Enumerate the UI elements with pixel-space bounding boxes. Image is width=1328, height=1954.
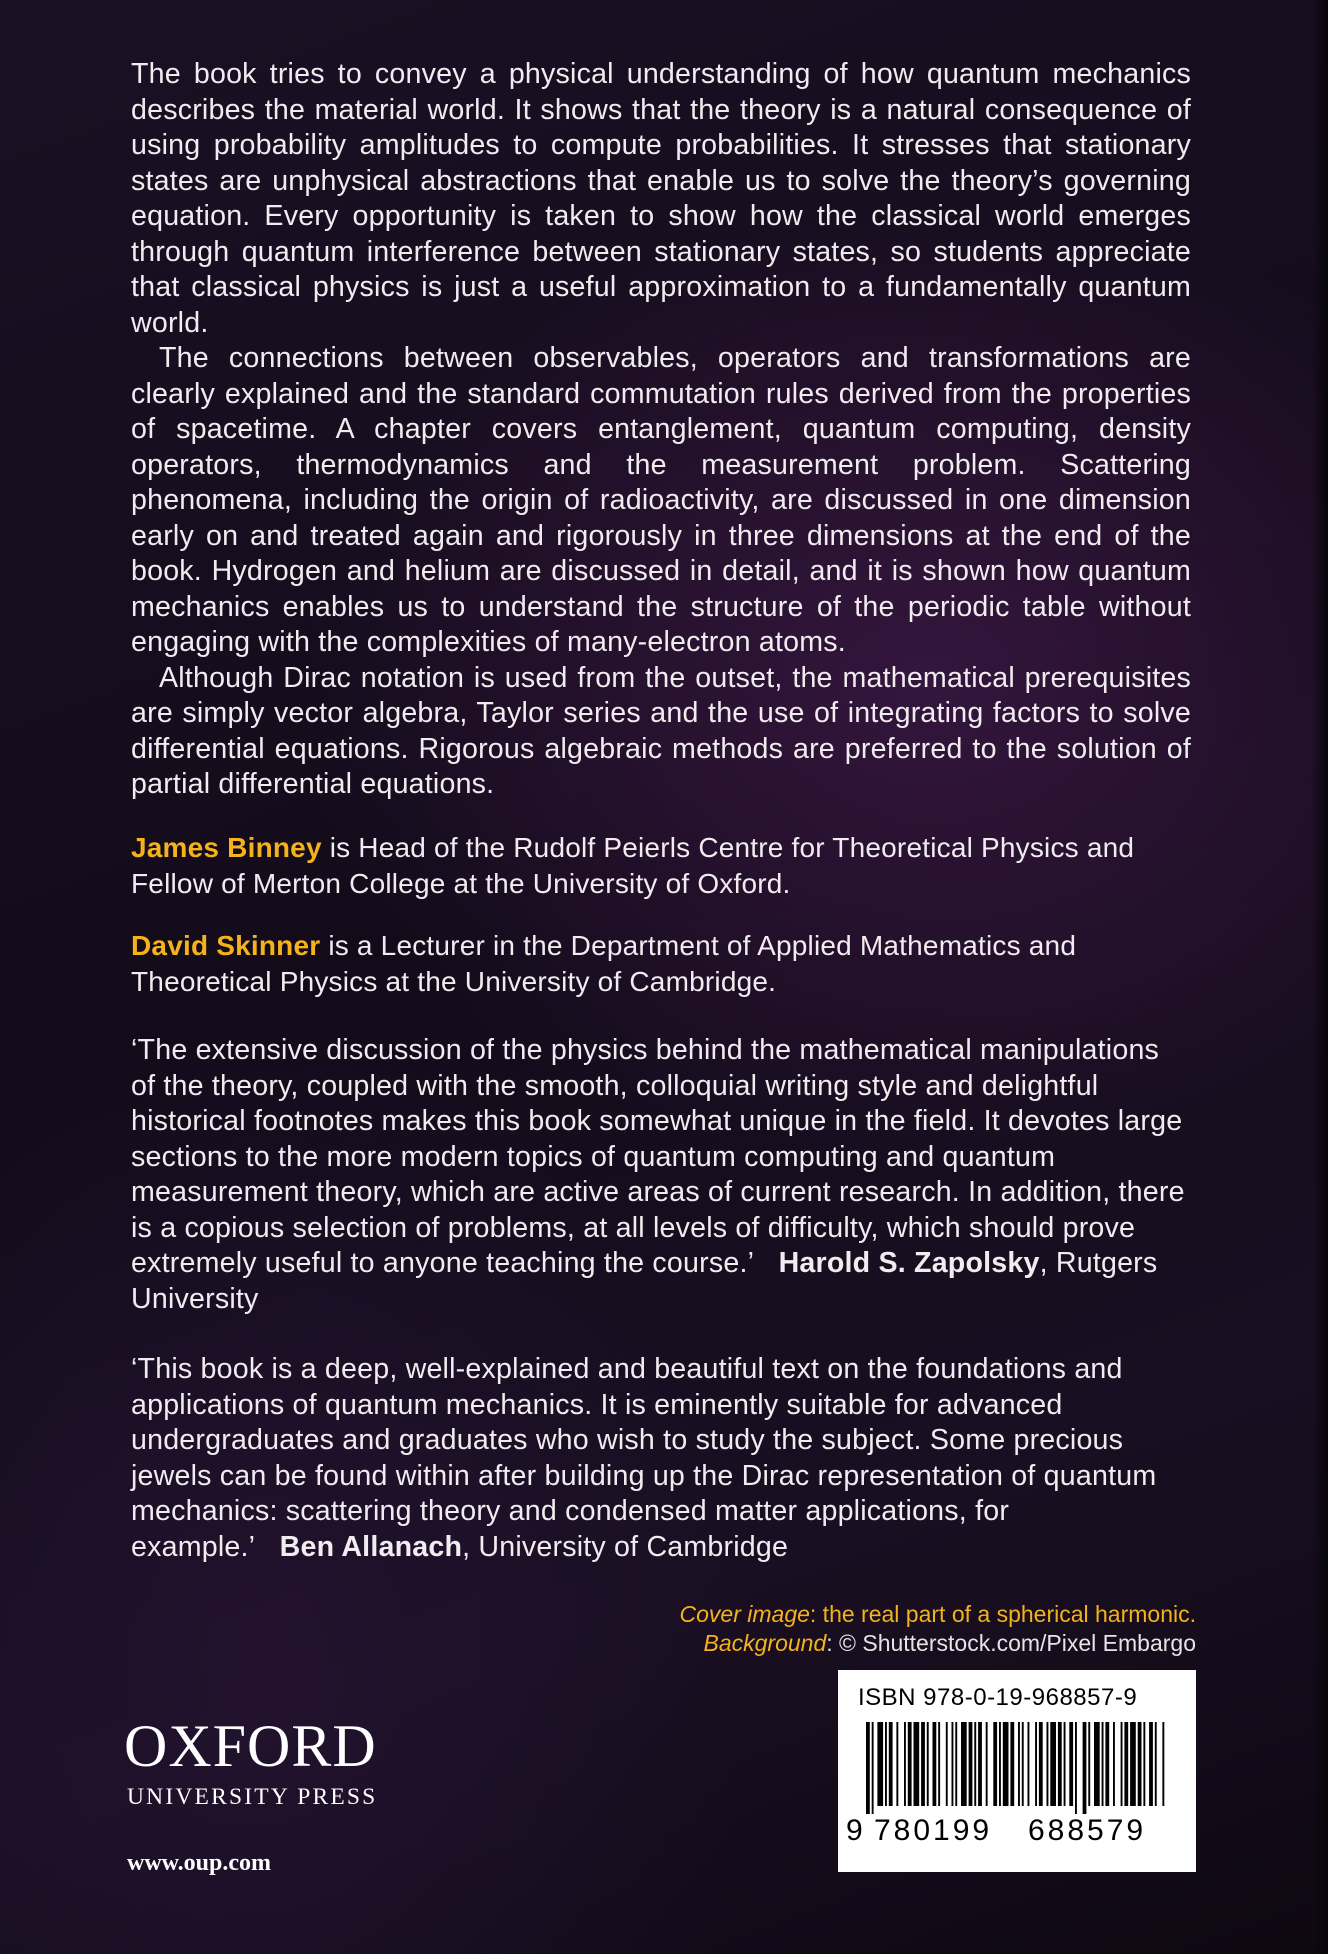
isbn-barcode-box <box>838 1670 1196 1872</box>
quote-text: ‘The extensive discussion of the physics behind the mathematical manipulations of the theory, coupled with the smooth, colloquial writing style and delightful historical footnotes makes this book somewhat unique in the field. It devotes large sections to the more modern topics of quantum computing and quantum measurement theory, which are active areas of current research. In addition, there is a copious selection of problems, at all levels of difficulty, which should prove extremely useful to anyone teaching the course.’ <box>131 1034 1185 1279</box>
barcode-bar <box>1124 1722 1128 1806</box>
oxford-university-press-logo <box>124 1713 378 1811</box>
logo-wordmark: OXFORD <box>124 1713 377 1779</box>
barcode-bar <box>1088 1722 1090 1806</box>
barcode-bar <box>1121 1722 1123 1806</box>
barcode-bar <box>1149 1722 1153 1806</box>
quote-affiliation: , Rutgers University <box>131 1247 1158 1315</box>
description-paragraph: The connections between observables, operators and transformations are clearly explained and the standard commutation rules derived from the properties of spacetime. A chapter covers entanglement, quantum computing, density operators, thermodynamics and the measurement problem. Scattering phenomena, including the origin of radioactivity, are discussed in one dimension early on and treated again and rigorously in three dimensions at the end of the book. Hydrogen and helium are discussed in detail, and it is shown how quantum mechanics enables us to understand the structure of the periodic table without engaging with the complexities of many-electron atoms. <box>131 342 1191 658</box>
barcode-bar <box>866 1722 870 1814</box>
cover-image-credit <box>496 1600 1196 1629</box>
credit-text: : the real part of a spherical harmonic. <box>809 1601 1196 1627</box>
barcode-bar <box>955 1722 957 1806</box>
publisher-url[interactable]: www.oup.com <box>127 1850 272 1876</box>
barcode-bar <box>933 1722 937 1806</box>
barcode-bar <box>1138 1722 1142 1806</box>
description-paragraph: The book tries to convey a physical understanding of how quantum mechanics describes the material world. It shows that the theory is a natural consequence of using probability amplitudes to compute probabilities. It stresses that stationary states are unphysical abstractions that enable us to solve the theory’s governing equation. Every opportunity is taken to show how the classical world emerges through quantum interference between stationary states, so students appreciate that classical physics is just a useful approximation to a fundamentally quantum world. <box>131 58 1191 339</box>
review-quote-zapolsky <box>131 1033 1191 1317</box>
barcode-bar <box>1064 1722 1066 1806</box>
barcode-bar <box>1039 1722 1043 1806</box>
barcode-bar <box>904 1722 906 1806</box>
barcode-bar <box>1143 1722 1145 1806</box>
author-bio-binney <box>131 830 1191 902</box>
background-credit <box>496 1629 1196 1658</box>
description-paragraph: Although Dirac notation is used from the outset, the mathematical prerequisites are simply vector algebra, Taylor series and the use of integrating factors to solve differential equations. Rigorous algebraic methods are preferred to the solution of partial differential equations. <box>131 661 1191 800</box>
barcode-bar <box>921 1722 925 1806</box>
credit-label: Background <box>703 1630 827 1656</box>
barcode-bar <box>1069 1722 1073 1806</box>
barcode-bar <box>1035 1722 1037 1806</box>
barcode-bar <box>1113 1722 1115 1806</box>
barcode-bar <box>1022 1722 1024 1806</box>
barcode-bar <box>889 1722 893 1806</box>
barcode-bar <box>1003 1722 1009 1806</box>
credit-text: : © Shutterstock.com/Pixel Embargo <box>826 1630 1196 1656</box>
barcode-bar <box>1075 1722 1077 1814</box>
barcode-bar <box>946 1722 948 1806</box>
barcode-bar <box>993 1722 997 1806</box>
barcode-bar <box>986 1722 988 1806</box>
barcode-bar <box>1050 1722 1056 1806</box>
author-name: David Skinner <box>131 930 321 961</box>
quote-author: Ben Allanach <box>279 1530 463 1563</box>
barcode-bar <box>1130 1722 1136 1806</box>
quote-text: ‘This book is a deep, well-explained and beautiful text on the foundations and applications of quantum mechanics. It is eminently suitable for advanced undergraduates and graduates who wish to study the subject. Some precious jewels can be found within after building up the Dirac representation of quantum mechanics: scattering theory and condensed matter applications, for example.’ <box>131 1353 1157 1563</box>
barcode-bar <box>872 1722 874 1814</box>
barcode-digit-group-right: 688579 <box>1028 1814 1147 1847</box>
barcode-digit-group-left: 780199 <box>874 1814 993 1847</box>
barcode-bar <box>1083 1722 1087 1814</box>
barcode-bar <box>974 1722 976 1806</box>
barcode-bar <box>978 1722 982 1806</box>
author-name: James Binney <box>131 832 322 863</box>
barcode-bar <box>1105 1722 1109 1806</box>
author-bio-text: is Head of the Rudolf Peierls Centre for Theoretical Physics and Fellow of Merton College at the University of Oxford. <box>131 832 1135 899</box>
barcode-bar <box>927 1722 929 1806</box>
barcode-bar <box>1028 1722 1030 1806</box>
barcode-bar <box>999 1722 1001 1806</box>
barcode-bar <box>908 1722 912 1806</box>
book-description <box>131 57 1191 803</box>
quote-author: Harold S. Zapolsky <box>778 1247 1040 1279</box>
barcode-bar <box>1018 1722 1020 1806</box>
barcode-bar <box>961 1722 967 1806</box>
logo-subtitle: UNIVERSITY PRESS <box>127 1784 378 1810</box>
author-bio-skinner <box>131 928 1191 1000</box>
author-bio-text: is a Lecturer in the Department of Applied Mathematics and Theoretical Physics at the University of Cambridge. <box>131 930 1077 997</box>
barcode-bar <box>1155 1722 1157 1806</box>
barcode-bar <box>938 1722 940 1806</box>
barcode-bar <box>969 1722 973 1806</box>
barcode-bar <box>1102 1722 1104 1806</box>
barcode-bar <box>1162 1722 1164 1806</box>
quote-affiliation: , University of Cambridge <box>462 1530 789 1563</box>
barcode-bar <box>896 1722 898 1806</box>
isbn-label: ISBN 978-0-19-968857-9 <box>858 1684 1138 1711</box>
image-credits <box>496 1600 1196 1658</box>
barcode-digit-first: 9 <box>846 1814 863 1847</box>
barcode <box>860 1722 1174 1814</box>
credit-label: Cover image <box>679 1601 810 1627</box>
review-quote-allanach <box>131 1352 1191 1565</box>
barcode-bar <box>1058 1722 1062 1806</box>
barcode-bar <box>1047 1722 1049 1806</box>
barcode-bar <box>952 1722 954 1806</box>
barcode-bar <box>1094 1722 1100 1806</box>
barcode-bar <box>1010 1722 1014 1806</box>
cover-edge-shadow <box>1312 0 1328 1954</box>
barcode-bar <box>885 1722 887 1806</box>
barcode-bar <box>877 1722 883 1806</box>
barcode-bar <box>914 1722 920 1806</box>
